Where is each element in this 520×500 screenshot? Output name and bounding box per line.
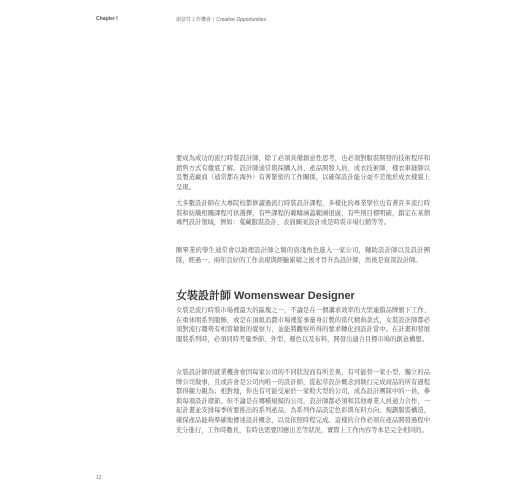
paragraph-employment: 女裝設計師的就業機會會因每家公司的不同狀況而有所差異，有可能替一家小型、獨立的品牌公司做事，且或許會是公司內唯一的設計師，從起草設計概念到執行完成商品的所有過程都得親力親為；相對地，你也有可能受雇於一家較大型的公司，成為設計團隊中的一員，參與每項設計環節。但不論是在哪種規模的公司，設計師都必須和其他專業人員通力合作，一起計畫並安排每季所要推出的系列產品，為系列作品設定色彩與布料方向、規劃服裝構造，確保產品能夠準確地傳達設計概念，以及依照時程完成。這樣的合作必須在產品開發過程中充分進行，工作時數長，有時也需要因應出差等狀況，實際上工作內容等本是完全相同的。 <box>176 369 430 434</box>
paragraph-intro: 要成為成功的流行時裝設計師，除了必須具備創意性思考，也必須對服裝開發的技術程序和銷售方式有徹底了解。設計師通常與採購人員、產品開發人員、成衣技術師、樣衣車縫師以及製造廠商（通常都在海外）有著緊密的工作關係，以確保設計能分毫不差地於成衣樣貌上呈現。 <box>176 155 430 191</box>
paragraph-womenswear: 女裝是流行時裝市場裡最大的區塊之一，不論是在一個講求效率的大型連鎖品牌旗下工作、在重休閒系列服飾，或是在頂級消費市場裡從事量身訂製的當代精典款式，女裝設計師都必須對流行趨勢有相當敏銳的覺察力，並能將觀察所得的要求轉化到設計當中。在計畫和發展服裝系列時，必須同時考量季節、外型、顏色以及布料，開發出適合目標市場的創意構想。 <box>176 307 430 343</box>
header-separator: | <box>213 17 215 23</box>
paragraph-education: 大多數設計師在大專院校都修讀過流行時裝設計課程，多樣化的專業學位也有著許多流行時裝和紡織相關課程可供選擇，有些課程的範疇涵蓋範圍很廣，有些則目標明確，鎖定在某個專門設計領域，例如：蒐藏服裝設計、表面圖案設計或是時裝市場行銷等等。 <box>176 200 430 227</box>
chapter-label: Chapter I <box>96 16 118 22</box>
section-title-en: Creative Opportunities <box>216 17 267 23</box>
heading-en: Womenswear Designer <box>234 290 355 302</box>
page-number: 12 <box>96 475 102 481</box>
running-header <box>176 16 266 23</box>
paragraph-graduates: 剛畢業的學生通常會以助理設計師之類的資淺角色進入一家公司，輔助設計師以及設計團隊，經過一、兩年良好的工作表現與經驗累積之後才晉升為設計師，然後是資深設計師。 <box>176 247 430 264</box>
section-heading <box>176 287 355 303</box>
heading-zh: 女裝設計師 <box>176 290 231 302</box>
section-title-zh: 創意性工作機會 <box>176 17 212 23</box>
